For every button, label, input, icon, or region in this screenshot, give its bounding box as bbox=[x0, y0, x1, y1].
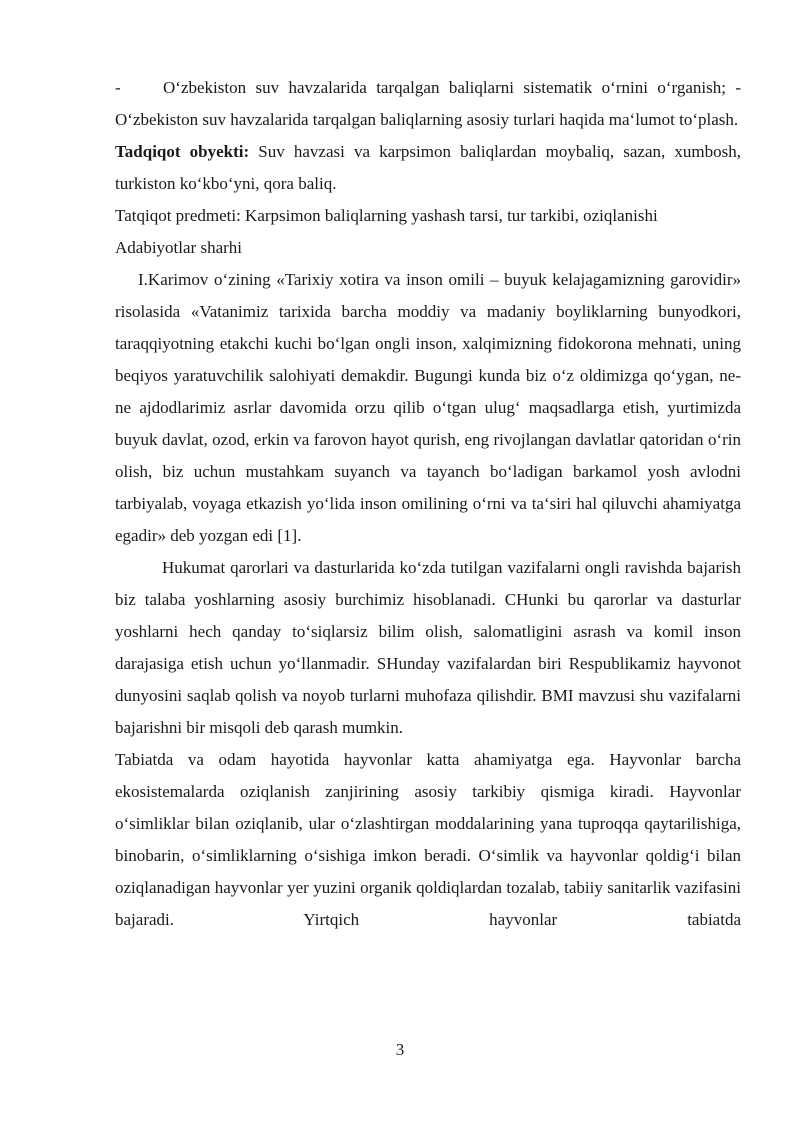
object-label: Tadqiqot obyekti: bbox=[115, 142, 250, 161]
research-object-paragraph bbox=[115, 136, 741, 200]
goal-text: O‘zbekiston suv havzalarida tarqalgan baliqlarni sistematik o‘rnini o‘rganish; - O‘zbekiston suv havzalarida tarqalgan baliqlarning asosiy turlari haqida ma‘lumot to‘plash. bbox=[115, 78, 741, 129]
body-paragraph-3: Tabiatda va odam hayotida hayvonlar katta ahamiyatga ega. Hayvonlar barcha ekosistemalarda oziqlanish zanjirining asosiy tarkibiy qismiga kiradi. Hayvonlar o‘simliklar bilan oziqlanib, ular o‘zlashtirgan moddalarining yana tuproqqa qaytarilishiga, binobarin, o‘simliklarning o‘sishiga imkon beradi. O‘simlik va hayvonlar qoldig‘i bilan oziqlanadigan hayvonlar yer yuzini organik qoldiqlardan tozalab, tabiiy sanitarlik vazifasini bajaradi. Yirtqich hayvonlar tabiatda bbox=[115, 750, 741, 929]
literature-review-heading: Adabiyotlar sharhi bbox=[115, 238, 242, 257]
document-page bbox=[115, 72, 741, 936]
body-paragraph-2: Hukumat qarorlari va dasturlarida ko‘zda tutilgan vazifalarni ongli ravishda bajarish biz talaba yoshlarning asosiy burchimiz hisoblanadi. CHunki bu qarorlar va dasturlar yoshlarni hech qanday to‘siqlarsiz bilim olish, salomatligini asrash va komil inson darajasiga etish uchun yo‘llanmadir. SHunday vazifalardan biri Respublikamiz hayvonot dunyosini saqlab qolish va noyob turlarni muhofaza qilishdir. BMI mavzusi shu vazifalarni bajarishni bir misqoli deb qarash mumkin. bbox=[115, 558, 741, 737]
list-dash: - bbox=[115, 78, 121, 97]
page-number: 3 bbox=[395, 1040, 405, 1059]
body-paragraph-1: I.Karimov o‘zining «Tarixiy xotira va inson omili – buyuk kelajagamizning garovidir» risolasida «Vatanimiz tarixida barcha moddiy va madaniy boyliklarning bunyodkori, taraqqiyotning etakchi kuchi bo‘lgan ongli inson, xalqimizning fidokorona mehnati, uning beqiyos yaratuvchilik salohiyati demakdir. Bugungi kunda biz o‘z oldimizga qo‘ygan, ne-ne ajdodlarimiz asrlar davomida orzu qilib o‘tgan ulug‘ maqsadlarga etish, yurtimizda buyuk davlat, ozod, erkin va farovon hayot qurish, eng rivojlangan davlatlar qatoridan o‘rin olish, biz uchun mustahkam suyanch va tayanch bo‘ladigan barkamol yosh avlodni tarbiyalab, voyaga etkazish yo‘lida inson omilining o‘rni va ta‘siri hal qiluvchi ahamiyatga egadir» deb yozgan edi [1]. bbox=[115, 270, 741, 545]
object-text: Suv havzasi va karpsimon baliqlardan moybaliq, sazan, xumbosh, turkiston ko‘kbo‘yni, qora baliq. bbox=[115, 142, 741, 193]
research-goal-paragraph bbox=[115, 72, 741, 136]
research-subject-paragraph: Tatqiqot predmeti: Karpsimon baliqlarning yashash tarsi, tur tarkibi, oziqlanishi bbox=[115, 206, 658, 225]
